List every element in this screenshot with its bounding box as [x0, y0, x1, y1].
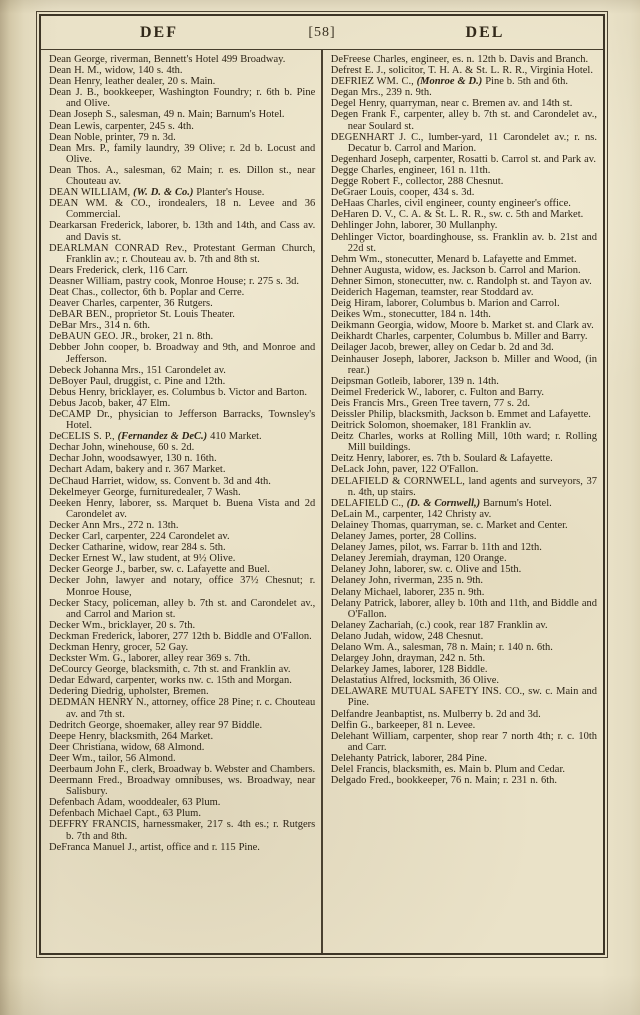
directory-entry: Decker George J., barber, sw. c. Lafayette and Buel. [49, 564, 270, 576]
directory-entry: Dechar John, woodsawyer, 130 n. 16th. [49, 453, 217, 465]
directory-entry: Dechart Adam, bakery and r. 367 Market. [49, 464, 226, 476]
directory-entry: Defenbach Adam, wooddealer, 63 Plum. [49, 797, 221, 809]
directory-entry: Dean George, riverman, Bennett's Hotel 499 Broadway. [49, 54, 286, 65]
directory-entry: Dedar Edward, carpenter, works nw. c. 15th and Morgan. [49, 675, 292, 687]
directory-entry: Dears Frederick, clerk, 116 Carr. [49, 264, 188, 276]
directory-entry: Dekelmeyer George, furnituredealer, 7 Wash. [49, 486, 241, 498]
page-frame-inner [39, 14, 605, 955]
left-column [41, 50, 321, 953]
directory-entry: Decker Stacy, policeman, alley b. 7th st. and Carondelet av., and Carrol and Marion st. [49, 597, 316, 620]
directory-entry: DeCAMP Dr., physician to Jefferson Barracks, Townsley's Hotel. [49, 409, 316, 432]
directory-entry: Deckman Frederick, laborer, 277 12th b. Biddle and O'Fallon. [49, 630, 312, 642]
directory-entry: DEFRIEZ WM. C., (Monroe & D.) Pine b. 5th and 6th. [330, 76, 569, 88]
directory-entry: Deckster Wm. G., laborer, alley rear 369 s. 7th. [49, 653, 251, 665]
directory-entry: Delargey John, drayman, 242 n. 5th. [330, 653, 486, 665]
directory-entry: Degen Frank F., carpenter, alley b. 7th st. and Carondelet av., near Soulard st. [330, 109, 597, 132]
directory-entry: DEGENHART J. C., lumber-yard, 11 Carondelet av.; r. ns. Decatur b. Carrol and Marion. [330, 131, 597, 154]
directory-entry: Deipsman Gotleib, laborer, 139 n. 14th. [330, 375, 499, 387]
directory-entry: Dean J. B., bookkeeper, Washington Foundry; r. 6th b. Pine and Olive. [49, 87, 316, 110]
directory-entry: Delaney James, porter, 28 Collins. [330, 531, 477, 543]
directory-entry: DELAFIELD & CORNWELL, land agents and surveyors, 37 n. 4th, up stairs. [330, 475, 597, 498]
directory-entry: Decker Catharine, widow, rear 284 s. 5th. [49, 542, 226, 554]
directory-entry: Dechar John, winehouse, 60 s. 2d. [49, 442, 195, 454]
directory-entry: Dehner Simon, stonecutter, nw. c. Randolph st. and Tayon av. [330, 275, 592, 287]
directory-entry: DEAN WILLIAM, (W. D. & Co.) Planter's House. [49, 187, 265, 199]
directory-entry: Delfandre Jeanbaptist, ns. Mulberry b. 2d and 3d. [330, 708, 541, 720]
header-left-word: DEF [140, 23, 178, 41]
directory-entry: Delgado Fred., bookkeeper, 76 n. Main; r. 231 n. 6th. [330, 775, 557, 787]
directory-entry: Delarkey James, laborer, 128 Biddle. [330, 664, 488, 676]
directory-entry: Dehner Augusta, widow, es. Jackson b. Carrol and Marion. [330, 264, 581, 276]
directory-entry: Deasner William, pastry cook, Monroe House; r. 275 s. 3d. [49, 275, 299, 287]
directory-entry: Debus Jacob, baker, 47 Elm. [49, 397, 171, 409]
directory-entry: DeBoyer Paul, druggist, c. Pine and 12th. [49, 375, 226, 387]
directory-entry: Delaney John, laborer, sw. c. Olive and 15th. [330, 564, 522, 576]
directory-entry: Delano Wm. A., salesman, 78 n. Main; r. 140 n. 6th. [330, 641, 553, 653]
directory-entry: DeHaas Charles, civil engineer, county engineer's office. [330, 198, 571, 210]
directory-entry: Dehm Wm., stonecutter, Menard b. Lafayette and Emmet. [330, 253, 577, 265]
directory-entry: Deiderich Hageman, teamster, rear Stoddard av. [330, 286, 534, 298]
directory-entry: Deis Francis Mrs., Green Tree tavern, 77 s. 2d. [330, 397, 530, 409]
directory-entry: Deermann Fred., Broadway omnibuses, ws. Broadway, near Salisbury. [49, 775, 316, 798]
directory-entry: Deimel Frederick W., laborer, c. Fulton and Barry. [330, 386, 545, 398]
directory-entry: Deikes Wm., stonecutter, 184 n. 14th. [330, 309, 491, 321]
directory-entry: Delaney James, pilot, ws. Farrar b. 11th and 12th. [330, 542, 542, 554]
directory-entry: Deikhardt Charles, carpenter, Columbus b. Miller and Barry. [330, 331, 588, 343]
directory-entry: DeBAUN GEO. JR., broker, 21 n. 8th. [49, 331, 214, 343]
directory-entry: Degel Henry, quarryman, near c. Bremen av. and 14th st. [330, 98, 573, 110]
directory-entry: Dean H. M., widow, 140 s. 4th. [49, 65, 183, 77]
directory-entry: Decker Ann Mrs., 272 n. 13th. [49, 519, 179, 531]
right-column [323, 50, 603, 953]
directory-entry: Deerbaum John F., clerk, Broadway b. Webster and Chambers. [49, 764, 316, 775]
directory-entry: Dehlinger John, laborer, 30 Mullanphy. [330, 220, 498, 232]
directory-entry: Deitz Charles, works at Rolling Mill, 10th ward; r. Rolling Mill buildings. [330, 431, 597, 454]
directory-entry: Delehanty Patrick, laborer, 284 Pine. [330, 752, 487, 764]
directory-entry: Degge Robert F., collector, 288 Chesnut. [330, 176, 504, 188]
directory-entry: Degan Mrs., 239 n. 9th. [330, 87, 432, 99]
directory-entry: DeBar Mrs., 314 n. 6th. [49, 320, 150, 332]
directory-entry: DeBAR BEN., proprietor St. Louis Theater. [49, 309, 235, 321]
directory-entry: Deitz Henry, laborer, es. 7th b. Soulard & Lafayette. [330, 453, 553, 465]
directory-entry: Debus Henry, bricklayer, es. Columbus b. Victor and Barton. [49, 386, 307, 398]
directory-entry: Dearkarsan Frederick, laborer, b. 13th and 14th, and Cass av. and Davis st. [49, 220, 316, 243]
directory-entry: Dean Lewis, carpenter, 245 s. 4th. [49, 120, 194, 132]
directory-entry: Decker Wm., bricklayer, 20 s. 7th. [49, 619, 196, 631]
directory-entry: DEARLMAN CONRAD Rev., Protestant German Church, Franklin av.; r. Chouteau av. b. 7th and 8th st. [49, 242, 316, 265]
directory-entry: Dean Thos. A., salesman, 62 Main; r. es. Dillon st., near Chouteau av. [49, 164, 316, 188]
directory-entry: Deilager Jacob, brewer, alley on Cedar b. 2d and 3d. [330, 342, 554, 354]
directory-entry: DeFranca Manuel J., artist, office and r. 115 Pine. [49, 841, 260, 853]
directory-entry: DeLack John, paver, 122 O'Fallon. [330, 464, 479, 476]
directory-entry: Deaver Charles, carpenter, 36 Rutgers. [49, 298, 213, 310]
directory-entry: Defenbach Michael Capt., 63 Plum. [49, 808, 201, 820]
directory-entry: DeLain M., carpenter, 142 Christy av. [330, 508, 492, 520]
directory-entry: Defrest E. J., solicitor, T. H. A. & St. L. R. R., Virginia Hotel. [330, 65, 593, 77]
directory-entry: Deer Christiana, widow, 68 Almond. [49, 741, 205, 753]
directory-entry: Delaney John, riverman, 235 n. 9th. [330, 575, 484, 587]
directory-entry: Deikmann Georgia, widow, Moore b. Market st. and Clark av. [330, 320, 594, 332]
directory-entry: Delany Patrick, laborer, alley b. 10th and 11th, and Biddle and O'Fallon. [330, 597, 597, 620]
directory-entry: Debber John cooper, b. Broadway and 9th, and Monroe and Jefferson. [49, 342, 316, 365]
directory-entry: DELAWARE MUTUAL SAFETY INS. CO., sw. c. Main and Pine. [330, 686, 597, 709]
directory-entry: Deckman Henry, grocer, 52 Gay. [49, 641, 189, 653]
directory-entry: DeCourcy George, blacksmith, c. 7th st. and Franklin av. [49, 664, 291, 676]
directory-entry: Delel Francis, blacksmith, es. Main b. Plum and Cedar. [330, 764, 565, 775]
directory-entry: Dean Noble, printer, 79 n. 3d. [49, 131, 176, 143]
directory-entry: DEFFRY FRANCIS, harnessmaker, 217 s. 4th es.; r. Rutgers b. 7th and 8th. [49, 819, 316, 842]
directory-entry: DEDMAN HENRY N., attorney, office 28 Pine; r. c. Chouteau av. and 7th st. [49, 697, 316, 720]
page-frame [36, 11, 608, 958]
directory-entry: Deat Chas., collector, 6th b. Poplar and Cerre. [49, 286, 245, 298]
directory-entry: Delany Michael, laborer, 235 n. 9th. [330, 586, 485, 598]
directory-entry: Delainey Thomas, quarryman, se. c. Market and Center. [330, 519, 568, 531]
directory-entry: Decker John, lawyer and notary, office 37½ Chesnut; r. Monroe House, [49, 575, 316, 598]
directory-entry: DeFreese Charles, engineer, es. n. 12th b. Davis and Branch. [330, 54, 589, 65]
header-right-word: DEL [465, 23, 505, 41]
directory-entry: Dedering Diedrig, upholster, Bremen. [49, 686, 209, 698]
directory-columns [41, 50, 603, 953]
directory-entry: Delaney Jeremiah, drayman, 120 Orange. [330, 553, 507, 565]
directory-entry: Deig Hiram, laborer, Columbus b. Marion and Carrol. [330, 298, 560, 310]
directory-entry: Delano Judah, widow, 248 Chesnut. [330, 630, 484, 642]
page-header [41, 16, 603, 50]
directory-entry: Deer Wm., tailor, 56 Almond. [49, 752, 176, 764]
directory-entry: DeGraer Louis, cooper, 434 s. 3d. [330, 187, 475, 199]
directory-entry: Delastatius Alfred, locksmith, 36 Olive. [330, 675, 500, 687]
directory-entry: Dean Joseph S., salesman, 49 n. Main; Barnum's Hotel. [49, 109, 285, 121]
directory-entry: Deeken Henry, laborer, ss. Marquet b. Buena Vista and 2d Carondelet av. [49, 497, 316, 520]
directory-entry: Deepe Henry, blacksmith, 264 Market. [49, 730, 214, 742]
directory-entry: Dean Mrs. P., family laundry, 39 Olive; r. 2d b. Locust and Olive. [49, 142, 316, 165]
directory-entry: Dean Henry, leather dealer, 20 s. Main. [49, 76, 216, 88]
directory-entry: Delehant William, carpenter, shop rear 7 north 4th; r. c. 10th and Carr. [330, 730, 597, 753]
directory-entry: DeChaud Harriet, widow, ss. Convent b. 3d and 4th. [49, 475, 271, 487]
directory-entry: Delaney Zachariah, (c.) cook, rear 187 Franklin av. [330, 619, 548, 631]
directory-entry: Dehlinger Victor, boardinghouse, ss. Franklin av. b. 21st and 22d st. [330, 231, 597, 254]
directory-entry: Debeck Johanna Mrs., 151 Carondelet av. [49, 364, 226, 376]
directory-entry: Deitrick Solomon, shoemaker, 181 Franklin av. [330, 420, 532, 432]
directory-entry: DEAN WM. & CO., irondealers, 18 n. Levee and 36 Commercial. [49, 198, 316, 221]
directory-entry: Decker Ernest W., law student, at 9½ Olive. [49, 553, 236, 565]
directory-entry: DeHaren D. V., C. A. & St. L. R. R., sw. c. 5th and Market. [330, 209, 584, 221]
directory-entry: DeCELIS S. P., (Fernandez & DeC.) 410 Market. [49, 431, 262, 443]
directory-entry: Deissler Philip, blacksmith, Jackson b. Emmet and Lafayette. [330, 409, 591, 420]
page-number: [58] [308, 24, 336, 40]
directory-entry: Degge Charles, engineer, 161 n. 11th. [330, 164, 491, 176]
directory-entry: Decker Carl, carpenter, 224 Carondelet av. [49, 531, 230, 543]
directory-entry: Delfin G., barkeeper, 81 n. Levee. [330, 719, 476, 731]
directory-entry: Degenhard Joseph, carpenter, Rosatti b. Carrol st. and Park av. [330, 153, 596, 165]
directory-entry: Deinhauser Joseph, laborer, Jackson b. Miller and Wood, (in rear.) [330, 353, 597, 376]
directory-entry: Dedritch George, shoemaker, alley rear 97 Biddle. [49, 719, 263, 731]
directory-entry: DELAFIELD C., (D. & Cornwell,) Barnum's Hotel. [330, 497, 552, 509]
